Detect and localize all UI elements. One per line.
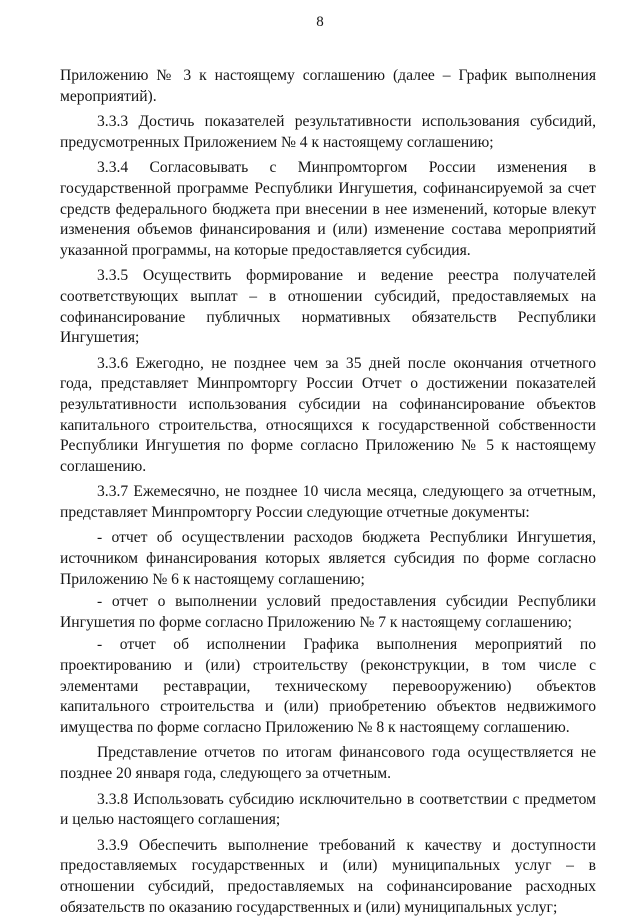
list-item-report-expenses: - отчет об осуществлении расходов бюджета Республики Ингушетия, источником финансирования которых является субсидия по форме согласно Приложению № 6 к настоящему соглашению; <box>60 529 596 588</box>
page-number: 8 <box>316 14 324 30</box>
list-item-report-schedule: - отчет об исполнении Графика выполнения мероприятий по проектированию и (или) строительству (реконструкции, в том числе с элементами реставрации, техническому перевооружению) объектов капитального строительства и (или) приобретению объектов недвижимого имущества по форме согласно Приложению № 8 к настоящему соглашению. <box>60 636 596 736</box>
paragraph-3-3-5: 3.3.5 Осуществить формирование и ведение реестра получателей соответствующих выплат – в отношении субсидий, предоставляемых на софинансирование публичных нормативных обязательств Республики Ингушетия; <box>60 267 596 347</box>
paragraph-3-3-9: 3.3.9 Обеспечить выполнение требований к качеству и доступности предоставляемых государственных и (или) муниципальных услуг – в отношении субсидий, предоставляемых на софинансирование расходных обязательств по оказанию государственных и (или) муниципальных услуг; <box>60 836 596 916</box>
paragraph-3-3-6: 3.3.6 Ежегодно, не позднее чем за 35 дней после окончания отчетного года, представляет Минпромторгу России Отчет о достижении показателей результативности использования субсидии на софинансирование объектов капитального строительства, относящихся к государственной собственности Республики Ингушетия по форме согласно Приложению № 5 к настоящему соглашению. <box>60 354 596 475</box>
paragraph-3-3-8: 3.3.8 Использовать субсидию исключительно в соответствии с предметом и целью настоящего соглашения; <box>60 790 596 829</box>
paragraph-3-3-4: 3.3.4 Согласовывать с Минпромторгом России изменения в государственной программе Республики Ингушетия, софинансируемой за счет средств федерального бюджета при внесении в нее изменений, которые влекут изменения объемов финансирования и (или) изменение состава мероприятий указанной программы, на которые предоставляется субсидия. <box>60 159 596 259</box>
paragraph-annual-reports: Представление отчетов по итогам финансового года осуществляется не позднее 20 января года, следующего за отчетным. <box>60 744 596 782</box>
paragraph-3-3-3: 3.3.3 Достичь показателей результативности использования субсидий, предусмотренных Приложением № 4 к настоящему соглашению; <box>60 113 596 151</box>
list-item-report-conditions: - отчет о выполнении условий предоставления субсидии Республики Ингушетия по форме согласно Приложению № 7 к настоящему соглашению; <box>60 593 596 631</box>
document-body <box>60 66 596 923</box>
paragraph-continuation: Приложению № 3 к настоящему соглашению (далее – График выполнения мероприятий). <box>60 67 596 105</box>
paragraph-3-3-7: 3.3.7 Ежемесячно, не позднее 10 числа месяца, следующего за отчетным, представляет Минпромторгу России следующие отчетные документы: <box>60 483 596 521</box>
